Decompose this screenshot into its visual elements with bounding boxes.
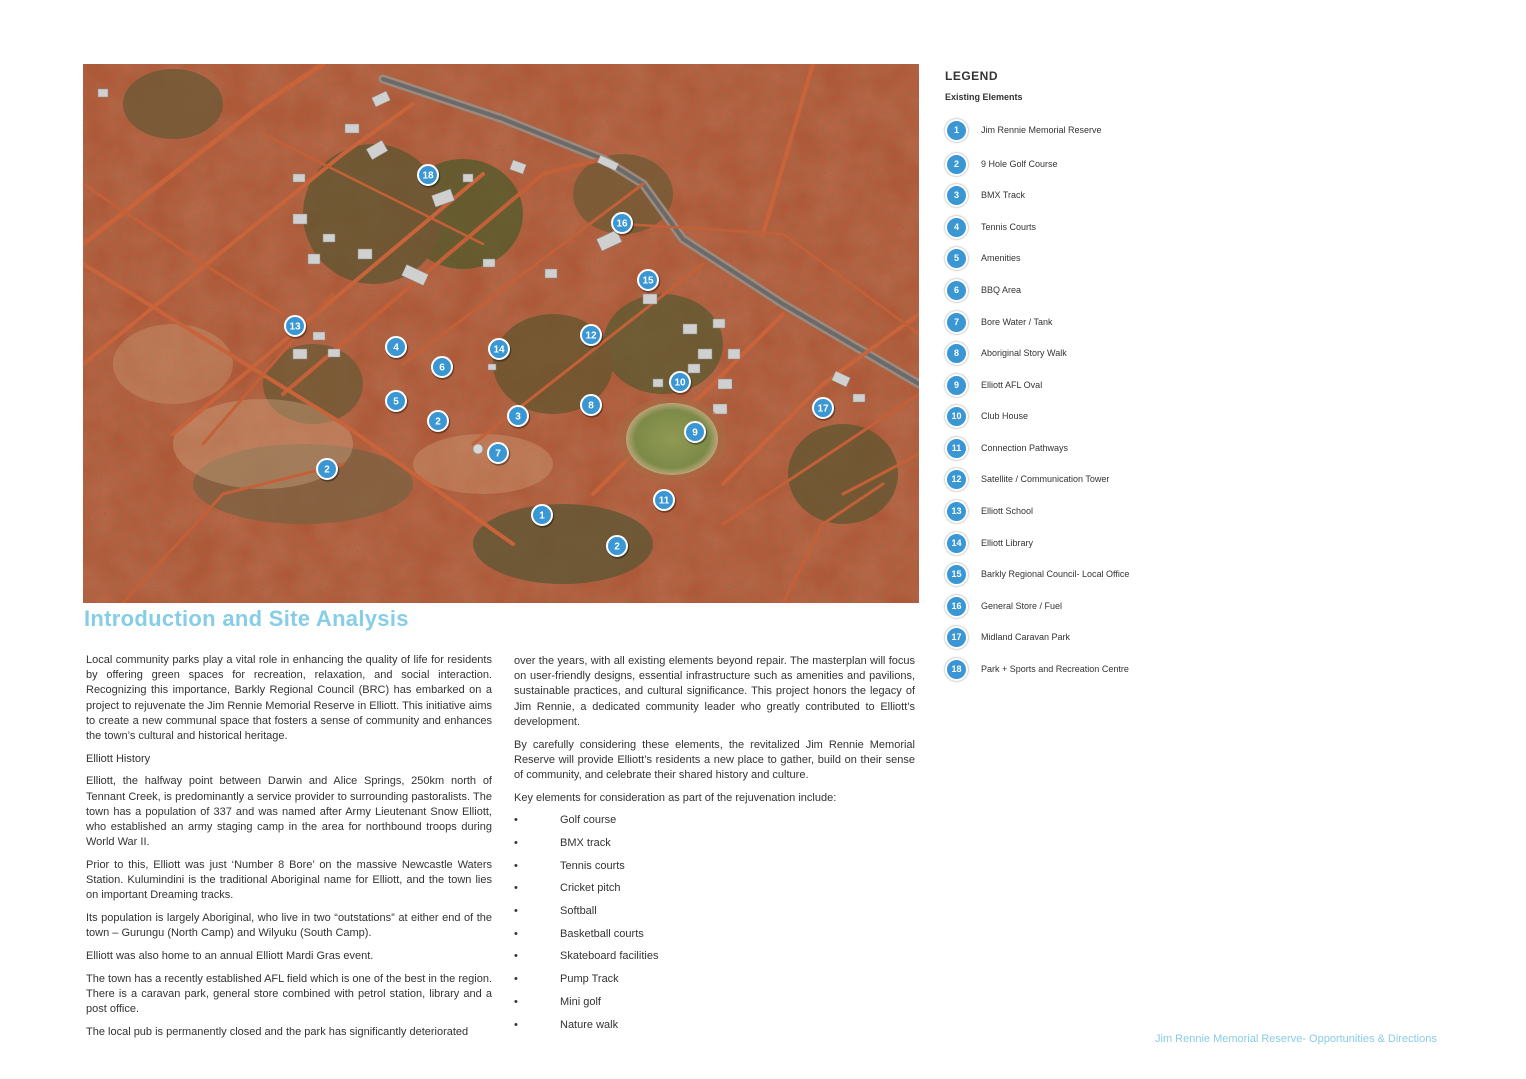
svg-text:15: 15 bbox=[642, 275, 654, 287]
map-marker-2 bbox=[606, 536, 629, 559]
map-marker-2 bbox=[316, 459, 339, 482]
legend-item-10 bbox=[945, 405, 1028, 427]
map-marker-16 bbox=[611, 213, 634, 236]
legend-badge: 7 bbox=[945, 311, 968, 334]
map-marker-4 bbox=[385, 337, 408, 360]
map-marker-11 bbox=[653, 490, 676, 513]
paragraph: Elliott, the halfway point between Darwin and Alice Springs, 250km north of Tennant Creek, is predominantly a service provider to surrounding pastoralists. The town has a population of 337 and was named after Army Lieutenant Snow Elliott, who established an army staging camp in the area for northbound troops during World War II. bbox=[86, 775, 492, 849]
map-marker-14 bbox=[488, 339, 511, 362]
legend-badge: 11 bbox=[945, 437, 968, 460]
map-marker-6 bbox=[431, 357, 454, 380]
legend-label: General Store / Fuel bbox=[981, 601, 1063, 611]
list-item: • Golf course bbox=[514, 813, 915, 836]
list-item: • Tennis courts bbox=[514, 859, 915, 882]
legend-item-2 bbox=[945, 153, 1058, 175]
svg-text:12: 12 bbox=[585, 330, 597, 342]
svg-text:11: 11 bbox=[658, 495, 670, 507]
legend-label: Aboriginal Story Walk bbox=[981, 348, 1067, 358]
legend-item-18 bbox=[945, 658, 1129, 680]
legend-label: Elliott School bbox=[981, 506, 1034, 516]
legend-label: Elliott AFL Oval bbox=[981, 380, 1043, 390]
legend-label: Barkly Regional Council- Local Office bbox=[981, 569, 1130, 579]
svg-text:8: 8 bbox=[588, 400, 594, 412]
legend bbox=[945, 69, 1245, 674]
legend-item-12 bbox=[945, 468, 1109, 490]
legend-item-9 bbox=[945, 374, 1042, 396]
legend-label: BBQ Area bbox=[981, 285, 1022, 295]
svg-text:5: 5 bbox=[393, 396, 399, 408]
legend-badge: 6 bbox=[945, 279, 968, 302]
legend-item-5 bbox=[945, 247, 1021, 269]
legend-badge: 9 bbox=[945, 374, 968, 397]
paragraph: Elliott was also home to an annual Elliott Mardi Gras event. bbox=[86, 949, 374, 962]
svg-text:9: 9 bbox=[692, 427, 698, 439]
svg-text:3: 3 bbox=[515, 411, 521, 423]
svg-text:7: 7 bbox=[495, 448, 501, 460]
map-marker-5 bbox=[385, 391, 408, 414]
map-marker-1 bbox=[531, 505, 554, 528]
history-heading: Elliott History bbox=[86, 752, 151, 765]
legend-item-11 bbox=[945, 437, 1068, 459]
list-item: • Nature walk bbox=[514, 1018, 915, 1041]
legend-label: Club House bbox=[981, 411, 1029, 421]
legend-item-3 bbox=[945, 184, 1025, 206]
svg-text:17: 17 bbox=[817, 403, 829, 415]
legend-badge: 16 bbox=[945, 595, 968, 618]
paragraph: The local pub is permanently closed and the park has significantly deteriorated bbox=[86, 1025, 469, 1038]
map-marker-9 bbox=[684, 422, 707, 445]
svg-text:2: 2 bbox=[614, 541, 620, 553]
svg-text:13: 13 bbox=[289, 321, 301, 333]
legend-label: Park + Sports and Recreation Centre bbox=[981, 664, 1129, 674]
legend-badge: 8 bbox=[945, 342, 968, 365]
svg-text:2: 2 bbox=[435, 416, 441, 428]
map-marker-17 bbox=[812, 398, 835, 421]
map-marker-15 bbox=[637, 270, 660, 293]
paragraph: By carefully considering these elements, the revitalized Jim Rennie Memorial Reserve will provide Elliott’s residents a new place to gather, build on their sense of community, and celebrate their shared history and culture. bbox=[514, 738, 915, 781]
legend-label: Elliott Library bbox=[981, 538, 1034, 548]
map-marker-13 bbox=[284, 316, 307, 339]
legend-item-13 bbox=[945, 500, 1033, 522]
svg-text:16: 16 bbox=[616, 218, 628, 230]
paragraph: The town has a recently established AFL field which is one of the best in the region. There is a caravan park, general store combined with petrol station, library and a post office. bbox=[86, 972, 492, 1016]
svg-text:10: 10 bbox=[674, 377, 686, 389]
legend-badge: 15 bbox=[945, 563, 968, 586]
map-marker-8 bbox=[580, 395, 603, 418]
legend-badge: 17 bbox=[945, 626, 968, 649]
aerial-site-map bbox=[83, 64, 919, 603]
legend-label: Amenities bbox=[981, 253, 1021, 263]
paragraph: Its population is largely Aboriginal, who live in two “outstations” at either end of the town – Gurungu (North Camp) and Wilyuku (South Camp). bbox=[86, 912, 492, 940]
legend-title: LEGEND bbox=[945, 69, 999, 83]
list-item: • Pump Track bbox=[514, 972, 915, 995]
list-item: • Softball bbox=[514, 904, 915, 927]
legend-label: Satellite / Communication Tower bbox=[981, 474, 1110, 484]
legend-item-14 bbox=[945, 532, 1033, 554]
legend-item-15 bbox=[945, 563, 1129, 585]
map-marker-3 bbox=[507, 406, 530, 429]
svg-text:14: 14 bbox=[493, 344, 505, 356]
legend-badge: 13 bbox=[945, 500, 968, 523]
legend-label: Bore Water / Tank bbox=[981, 317, 1053, 327]
paragraph: Prior to this, Elliott was just ‘Number 8 Bore’ on the massive Newcastle Waters Station. Kulumindini is the traditional Aboriginal name for Elliott, and the town lies on important Dreaming tracks. bbox=[86, 858, 492, 902]
paragraph: Key elements for consideration as part of the rejuvenation include: bbox=[514, 791, 837, 804]
legend-badge: 10 bbox=[945, 405, 968, 428]
intro-right-column bbox=[514, 654, 915, 1040]
legend-label: Tennis Courts bbox=[981, 222, 1037, 232]
svg-text:2: 2 bbox=[324, 464, 330, 476]
legend-badge: 3 bbox=[945, 184, 968, 207]
legend-badge: 5 bbox=[945, 247, 968, 270]
legend-badge: 12 bbox=[945, 468, 968, 491]
intro-left-column bbox=[86, 653, 492, 1047]
svg-text:18: 18 bbox=[422, 170, 434, 182]
legend-label: 9 Hole Golf Course bbox=[981, 159, 1058, 169]
paragraph: over the years, with all existing elements beyond repair. The masterplan will focus on user-friendly designs, essential infrastructure such as amenities and pavilions, sustainable practices, and cultural significance. This project honors the legacy of Jim Rennie, a dedicated community leader who greatly contributed to Elliott’s development. bbox=[514, 655, 915, 728]
legend-item-4 bbox=[945, 216, 1036, 238]
legend-item-17 bbox=[945, 626, 1070, 648]
map-marker-12 bbox=[580, 325, 603, 348]
legend-label: Connection Pathways bbox=[981, 443, 1069, 453]
map-marker-10 bbox=[669, 372, 692, 395]
legend-badge: 14 bbox=[945, 532, 968, 555]
legend-label: BMX Track bbox=[981, 190, 1026, 200]
legend-badge: 18 bbox=[945, 658, 968, 681]
legend-badge: 1 bbox=[945, 119, 968, 142]
legend-subtitle: Existing Elements bbox=[945, 92, 1023, 102]
list-item: • Cricket pitch bbox=[514, 881, 915, 904]
section-title: Introduction and Site Analysis bbox=[84, 606, 409, 631]
map-marker-18 bbox=[417, 165, 440, 188]
legend-item-6 bbox=[945, 279, 1021, 301]
legend-label: Jim Rennie Memorial Reserve bbox=[981, 125, 1102, 135]
legend-item-7 bbox=[945, 311, 1053, 333]
svg-text:6: 6 bbox=[439, 362, 445, 374]
map-marker-7 bbox=[487, 443, 510, 466]
footer-title: Jim Rennie Memorial Reserve- Opportunities & Directions bbox=[1155, 1033, 1437, 1045]
map-marker-2 bbox=[427, 411, 450, 434]
list-item: • Basketball courts bbox=[514, 927, 915, 950]
list-item: • Mini golf bbox=[514, 995, 915, 1018]
svg-text:1: 1 bbox=[539, 510, 545, 522]
legend-item-8 bbox=[945, 342, 1067, 364]
legend-badge: 4 bbox=[945, 216, 968, 239]
list-item: • BMX track bbox=[514, 836, 915, 859]
legend-item-1 bbox=[945, 119, 1102, 141]
paragraph: Local community parks play a vital role in enhancing the quality of life for residents by offering green spaces for recreation, relaxation, and social interaction. Recognizing this importance, Barkly Regional Council (BRC) has embarked on a project to rejuvenate the Jim Rennie Memorial Reserve in Elliott. This initiative aims to create a new communal space that fosters a sense of community and enhances the town’s cultural and historical heritage. bbox=[86, 654, 492, 743]
svg-text:4: 4 bbox=[393, 342, 399, 354]
legend-label: Midland Caravan Park bbox=[981, 632, 1071, 642]
legend-item-16 bbox=[945, 595, 1062, 617]
list-item: • Skateboard facilities bbox=[514, 949, 915, 972]
key-elements-list bbox=[514, 813, 915, 1040]
legend-badge: 2 bbox=[945, 153, 968, 176]
